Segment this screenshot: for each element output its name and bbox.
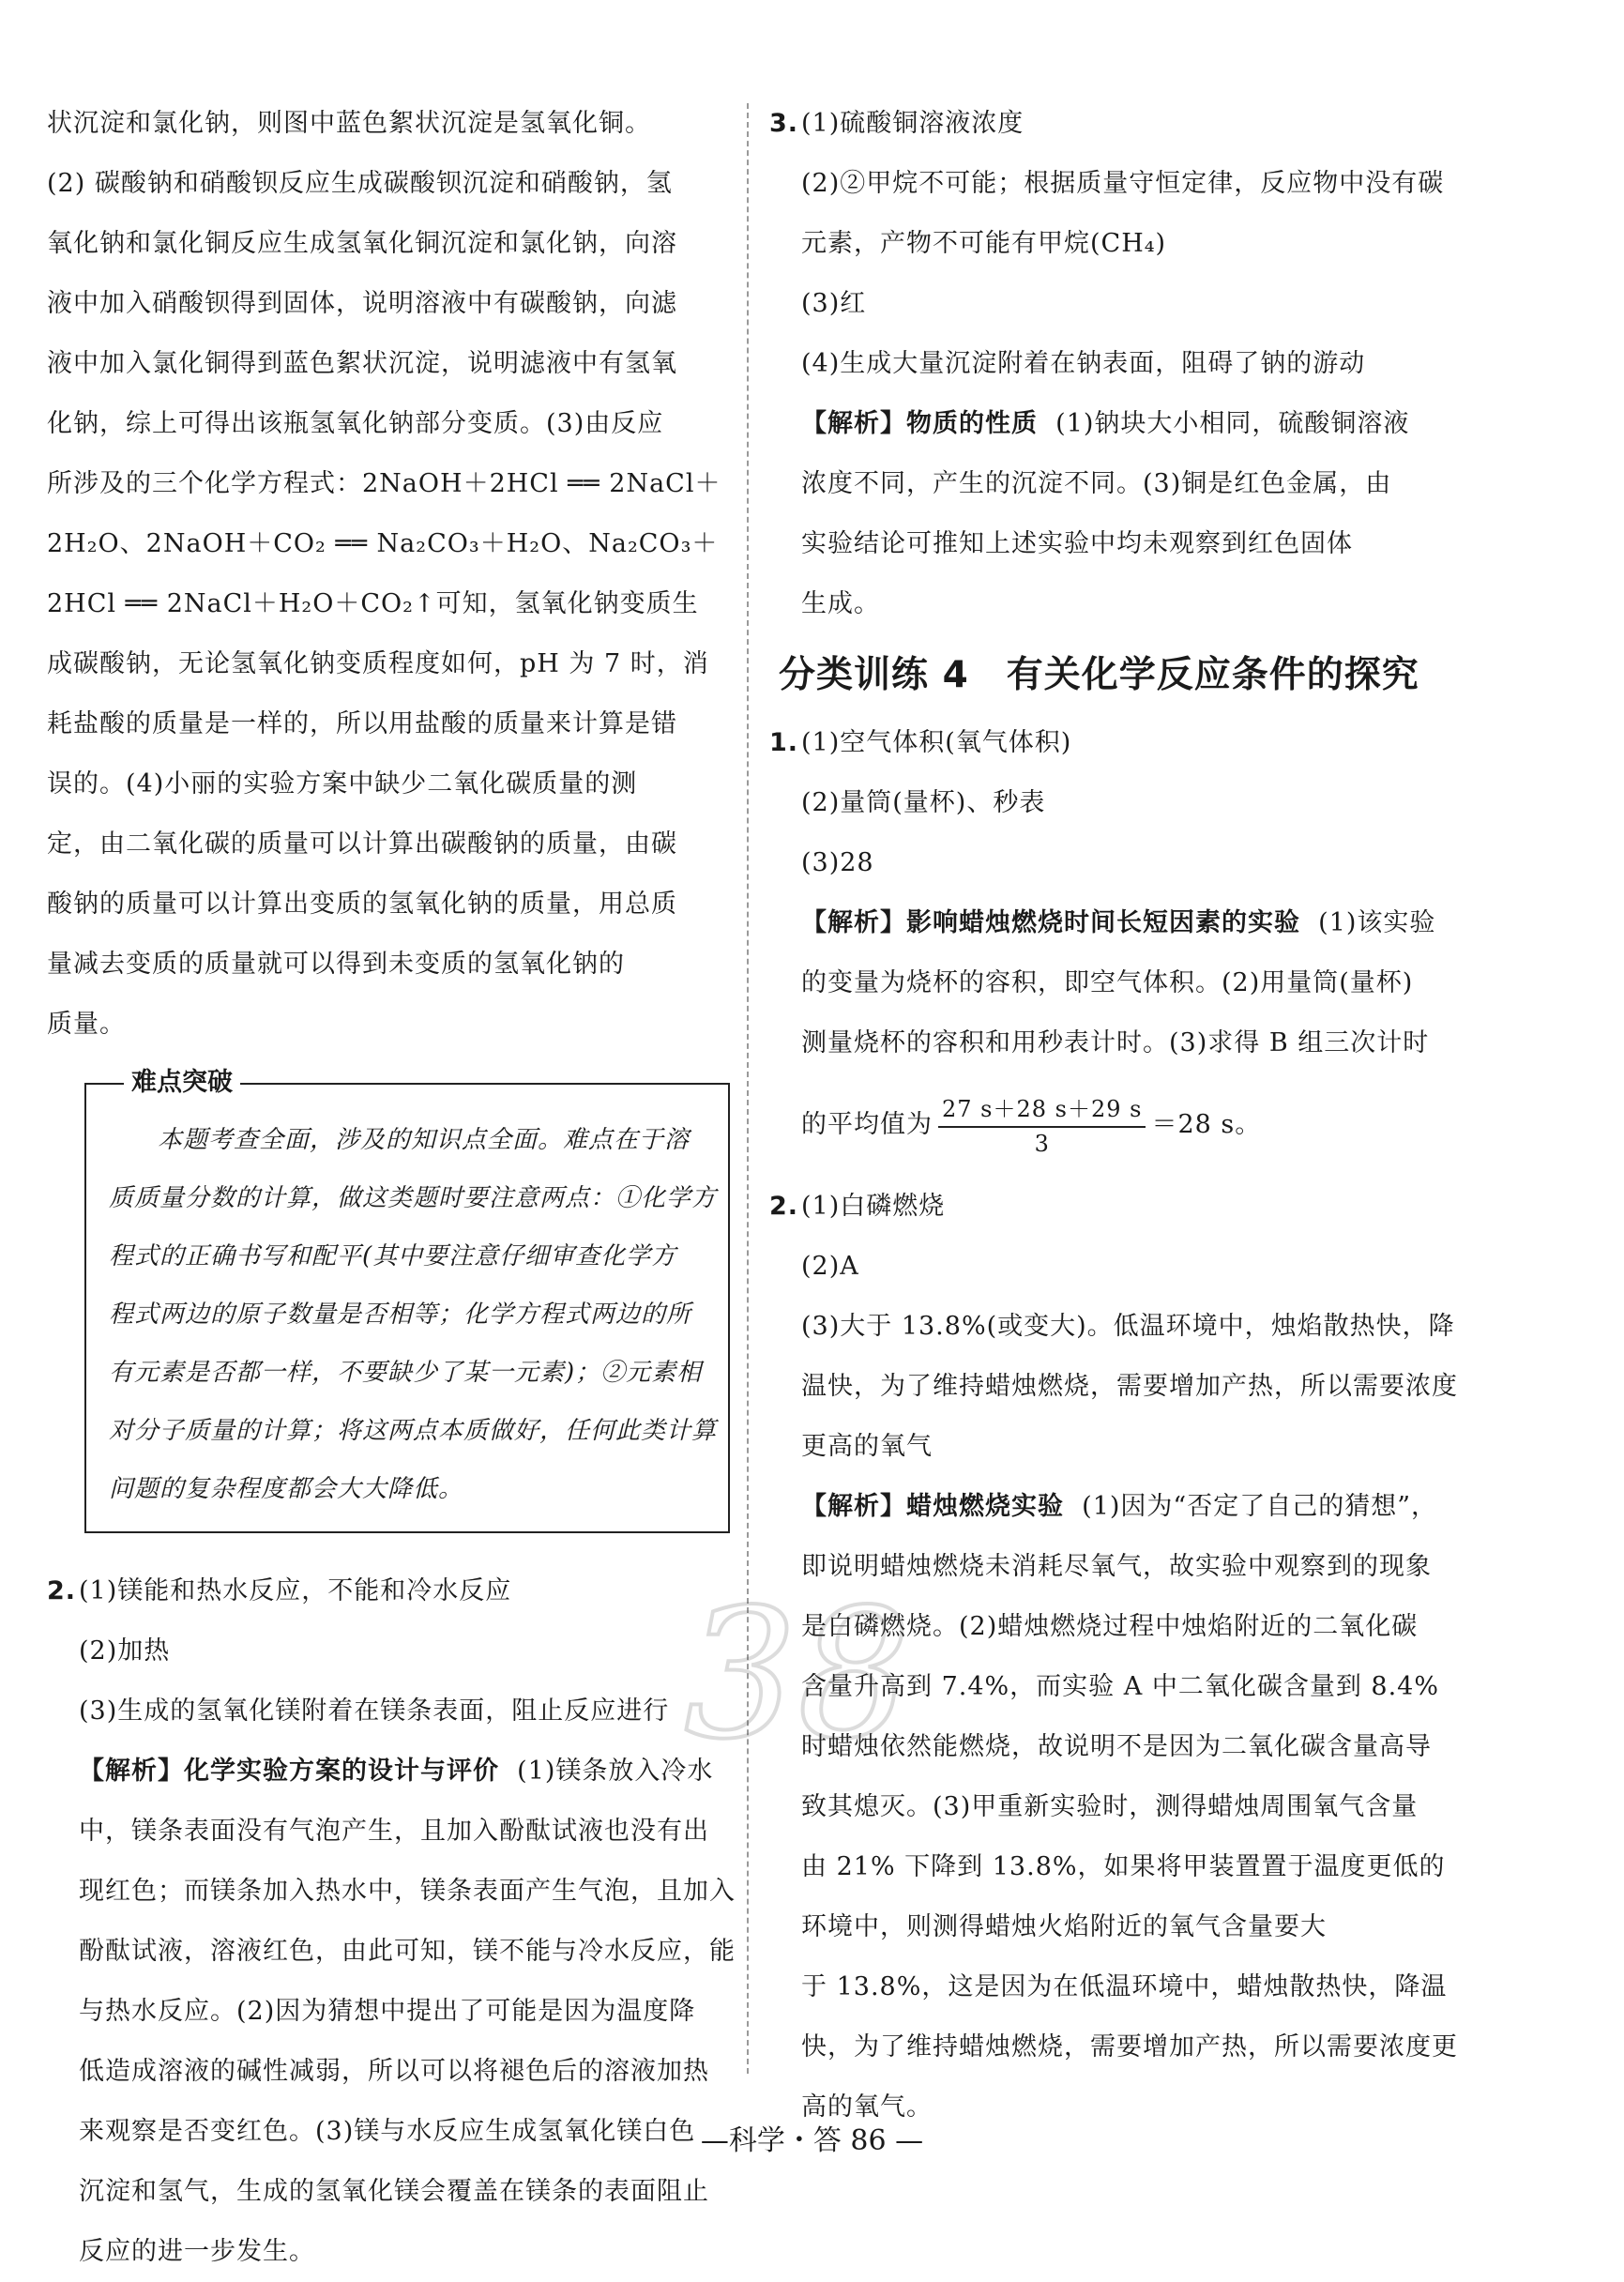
watermark-text: 38 [684,1586,911,1773]
answer-line: (2)加热 [79,1636,171,1666]
analysis-line: 致其熄灭。(3)甲重新实验时，测得蜡烛周围氧气含量 [801,1792,1419,1821]
text-line: 量减去变质的质量就可以得到未变质的氢氧化钠的 [47,950,625,979]
analysis-line: 时蜡烛依然能燃烧，故说明不是因为二氧化碳含量高导 [801,1732,1432,1761]
question-first-line [769,94,1445,154]
answer-line: (2)量筒(量杯)、秒表 [801,788,1046,817]
page-footer: —科学・答 86 — [700,2124,924,2157]
box-line: 程式两边的原子数量是否相等；化学方程式两边的所 [109,1301,692,1329]
analysis-text: (1)该实验 [1318,908,1436,937]
text-line: 2H₂O、2NaOH＋CO₂ ══ Na₂CO₃＋H₂O、Na₂CO₃＋ [47,529,719,558]
section-question-1 [769,713,1445,1177]
analysis-tag: 【解析】蜡烛燃烧实验 [801,1492,1064,1521]
text-line: 质量。 [47,1010,126,1039]
answer-line: (3)生成的氢氧化镁附着在镁条表面，阻止反应进行 [79,1696,670,1726]
analysis-line: 现红色；而镁条加入热水中，镁条表面产生气泡，且加入 [79,1877,736,1906]
answer-line: (2)②甲烷不可能；根据质量守恒定律，反应物中没有碳 [801,169,1445,198]
section-title: 分类训练 4 有关化学反应条件的探究 [779,654,1419,696]
question-number: 2. [769,1192,799,1221]
analysis-line: 高的氧气。 [801,2092,933,2122]
left-column [47,94,736,2282]
box-line: 质质量分数的计算，做这类题时要注意两点：①化学方 [109,1184,718,1212]
analysis-line: 来观察是否变红色。(3)镁与水反应生成氢氧化镁白色 [79,2117,696,2146]
text-line: 状沉淀和氯化钠，则图中蓝色絮状沉淀是氢氧化铜。 [47,109,651,138]
analysis-text: (1)因为“否定了自己的猜想”， [1082,1492,1438,1521]
answer-line: 更高的氧气 [801,1432,933,1461]
box-line: 有元素是否都一样，不要缺少了某一元素)；②元素相 [109,1359,703,1387]
analysis-line: 即说明蜡烛燃烧未消耗尽氧气，故实验中观察到的现象 [801,1552,1432,1581]
question-3 [769,94,1445,634]
avg-prefix: 的平均值为 [801,1110,933,1139]
analysis-line: 测量烧杯的容积和用秒表计时。(3)求得 B 组三次计时 [801,1028,1430,1057]
analysis-line: 低造成溶液的碱性减弱，所以可以将褪色后的溶液加热 [79,2057,709,2086]
average-formula-line [769,1073,1445,1177]
box-line: 问题的复杂程度都会大大降低。 [109,1475,464,1503]
text-line: 2HCl ══ 2NaCl＋H₂O＋CO₂↑可知，氢氧化钠变质生 [47,589,699,618]
fraction-denominator: 3 [1034,1130,1050,1157]
question-first-line [769,713,1445,773]
analysis-text: (1)钠块大小相同，硫酸铜溶液 [1055,409,1410,438]
analysis-line: 浓度不同，产生的沉淀不同。(3)铜是红色金属，由 [801,469,1392,498]
fraction [938,1092,1146,1160]
text-line: (2) 碳酸钠和硝酸钡反应生成碳酸钡沉淀和硝酸钠，氢 [47,169,673,198]
analysis-tag: 【解析】影响蜡烛燃烧时间长短因素的实验 [801,908,1300,937]
answer-line: (2)A [801,1252,859,1281]
answer-line: 元素，产物不可能有甲烷(CH₄) [801,229,1167,258]
answer-line: (3)大于 13.8%(或变大)。低温环境中，烛焰散热快，降 [801,1312,1455,1341]
text-line: 氧化钠和氯化铜反应生成氢氧化铜沉淀和氯化钠，向溶 [47,229,677,258]
analysis-line: 含量升高到 7.4%，而实验 A 中二氧化碳含量到 8.4% [801,1672,1440,1701]
question-number: 3. [769,109,799,138]
question-first-line [769,1177,1445,1237]
analysis-tag: 【解析】化学实验方案的设计与评价 [79,1757,499,1786]
analysis-first-line [769,893,1445,953]
analysis-line: 的变量为烧杯的容积，即空气体积。(2)用量筒(量杯) [801,968,1414,997]
answer-text: (1)空气体积(氧气体积) [801,728,1072,757]
analysis-line: 于 13.8%，这是因为在低温环境中，蜡烛散热快，降温 [801,1972,1448,2001]
analysis-line: 沉淀和氢气，生成的氢氧化镁会覆盖在镁条的表面阻止 [79,2177,709,2206]
text-line: 误的。(4)小丽的实验方案中缺少二氧化碳质量的测 [47,769,638,799]
analysis-line: 中，镁条表面没有气泡产生，且加入酚酞试液也没有出 [79,1817,709,1846]
analysis-line: 反应的进一步发生。 [79,2237,315,2266]
question-number: 1. [769,728,799,757]
question-number: 2. [47,1576,77,1605]
answer-line: 温快，为了维持蜡烛燃烧，需要增加产热，所以需要浓度 [801,1372,1458,1401]
analysis-line: 与热水反应。(2)因为猜想中提出了可能是因为温度降 [79,1997,696,2026]
text-line: 液中加入硝酸钡得到固体，说明溶液中有碳酸钠，向滤 [47,289,677,318]
analysis-text: (1)镁条放入冷水 [517,1757,714,1786]
answer-text: (1)镁能和热水反应，不能和冷水反应 [79,1576,512,1605]
analysis-first-line [769,394,1445,454]
column-divider [747,103,749,2074]
answer-line: (3)28 [801,848,874,877]
box-title: 难点突破 [124,1064,240,1102]
text-line: 定，由二氧化碳的质量可以计算出碳酸钠的质量，由碳 [47,829,677,859]
text-line: 酸钠的质量可以计算出变质的氢氧化钠的质量，用总质 [47,890,677,919]
analysis-tag: 【解析】物质的性质 [801,409,1038,438]
box-line: 对分子质量的计算；将这两点本质做好，任何此类计算 [109,1417,718,1445]
text-line: 液中加入氯化铜得到蓝色絮状沉淀，说明滤液中有氢氧 [47,349,677,378]
analysis-line: 酚酞试液，溶液红色，由此可知，镁不能与冷水反应，能 [79,1937,736,1966]
difficulty-box [84,1068,730,1533]
box-line: 程式的正确书写和配平(其中要注意仔细审查化学方 [109,1242,677,1270]
text-line: 成碳酸钠，无论氢氧化钠变质程度如何，pH 为 7 时，消 [47,649,709,678]
analysis-line: 生成。 [801,589,880,618]
avg-suffix: ＝28 s。 [1151,1110,1262,1139]
text-line: 耗盐酸的质量是一样的，所以用盐酸的质量来计算是错 [47,709,677,738]
text-line: 化钠，综上可得出该瓶氢氧化钠部分变质。(3)由反应 [47,409,664,438]
answer-line: (4)生成大量沉淀附着在钠表面，阻碍了钠的游动 [801,349,1366,378]
analysis-line: 快，为了维持蜡烛燃烧，需要增加产热，所以需要浓度更 [801,2032,1458,2061]
left-continuation [47,94,722,1055]
text-line: 所涉及的三个化学方程式：2NaOH＋2HCl ══ 2NaCl＋ [47,469,721,498]
answer-text: (1)白磷燃烧 [801,1192,946,1221]
fraction-numerator: 27 s＋28 s＋29 s [938,1092,1146,1128]
analysis-line: 环境中，则测得蜡烛火焰附近的氧气含量要大 [801,1912,1327,1941]
watermark-logo [563,1586,1032,1773]
box-line: 本题考查全面，涉及的知识点全面。难点在于溶 [158,1126,691,1154]
analysis-line: 实验结论可推知上述实验中均未观察到红色固体 [801,529,1353,558]
analysis-line: 是白磷燃烧。(2)蜡烛燃烧过程中烛焰附近的二氧化碳 [801,1612,1419,1641]
analysis-first-line [769,1477,1445,1537]
answer-line: (3)红 [801,289,867,318]
answer-text: (1)硫酸铜溶液浓度 [801,109,1024,138]
analysis-line: 由 21% 下降到 13.8%，如果将甲装置置于温度更低的 [801,1852,1446,1881]
right-column [769,94,1458,2137]
